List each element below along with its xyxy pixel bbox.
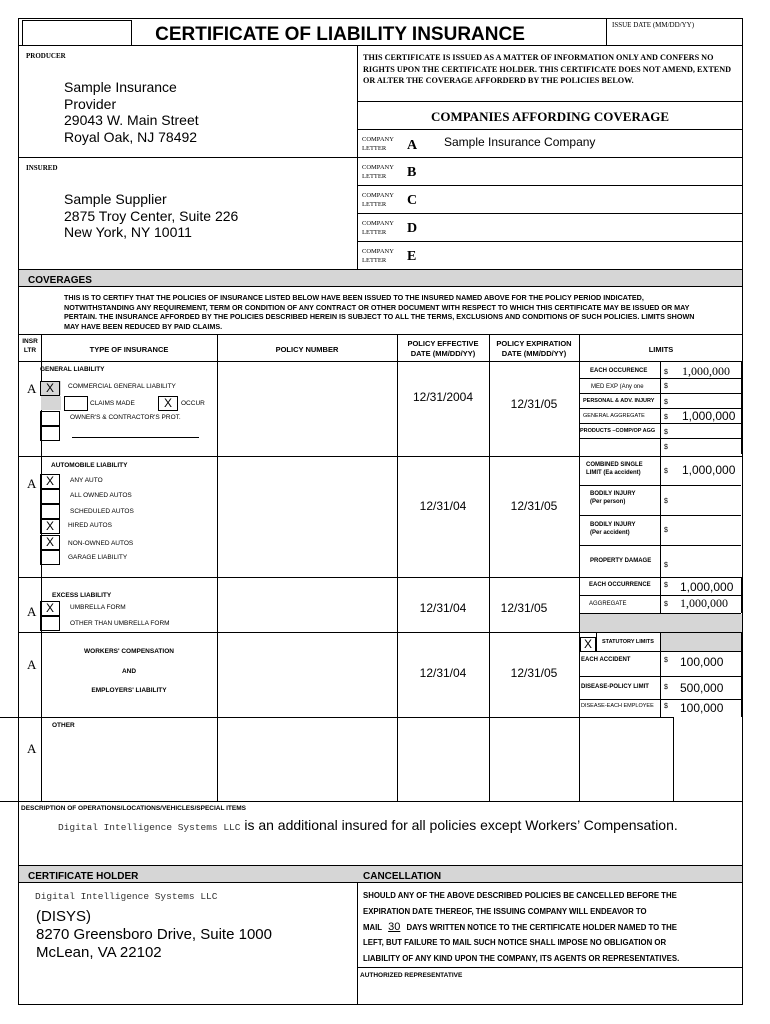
auto-limit-label	[590, 521, 635, 537]
dollar-sign: $	[664, 498, 668, 505]
dollar-sign: $	[664, 703, 668, 710]
auto-limit-label	[590, 490, 635, 506]
auto-limit-label	[586, 461, 643, 477]
cancellation-text	[363, 888, 679, 967]
all-owned-autos-checkbox[interactable]	[40, 489, 60, 504]
insr-ltr-header	[19, 337, 41, 355]
owners-contractors-checkbox[interactable]	[40, 411, 60, 426]
limit-label: DISEASE-POLICY LIMIT	[581, 684, 649, 690]
dollar-sign: $	[664, 383, 668, 390]
limit-label: GENERAL AGGREGATE	[583, 413, 645, 419]
company-label: LETTER	[362, 201, 387, 208]
insured-line: New York, NY 10011	[64, 224, 192, 240]
general-blank-checkbox[interactable]	[40, 426, 60, 441]
company-label: LETTER	[362, 145, 387, 152]
producer-line: 29043 W. Main Street	[64, 112, 199, 128]
auto-ltr: A	[27, 476, 37, 491]
garage-liability-checkbox[interactable]	[40, 550, 60, 565]
limit-label: EACH ACCIDENT	[581, 657, 631, 663]
company-label: LETTER	[362, 173, 387, 180]
coverages-heading: COVERAGES	[28, 275, 92, 285]
workers-line-3: EMPLOYERS' LIABILITY	[91, 687, 167, 694]
certificate-title: CERTIFICATE OF LIABILITY INSURANCE	[155, 24, 525, 45]
other-ltr: A	[27, 741, 37, 756]
auto-item-label: GARAGE LIABILITY	[68, 554, 128, 561]
excess-ltr: A	[27, 604, 37, 619]
limit-label-line: LIMIT (Ea accident)	[586, 470, 641, 476]
cancellation-mail: MAIL	[363, 922, 385, 932]
scheduled-autos-checkbox[interactable]	[40, 504, 60, 519]
producer-line: Royal Oak, NJ 78492	[64, 128, 198, 145]
auto-item-label: HIRED AUTOS	[68, 522, 112, 529]
limit-label-line: (Per accident)	[590, 530, 630, 536]
cancellation-line: LEFT, BUT FAILURE TO MAIL SUCH NOTICE SHALL IMPOSE NO OBLIGATION OR	[363, 938, 667, 948]
workers-expiration-date: 12/31/05	[510, 666, 558, 680]
expiration-header-line: DATE (MM/DD/YY)	[501, 349, 567, 358]
excess-expiration-date: 12/31/05	[500, 601, 548, 615]
type-header: TYPE OF INSURANCE	[89, 345, 169, 354]
insured-address	[64, 191, 238, 241]
non-owned-autos-checkbox[interactable]: X	[40, 535, 60, 550]
commercial-general-checkbox[interactable]: X	[40, 381, 60, 396]
company-letter: A	[407, 138, 418, 153]
statutory-limits-checkbox[interactable]: X	[580, 637, 596, 652]
excess-effective-date: 12/31/04	[419, 601, 467, 615]
workers-line-1: WORKERS' COMPENSATION	[84, 648, 174, 655]
limit-value: 100,000	[680, 701, 724, 715]
dollar-sign: $	[664, 601, 668, 608]
company-label: COMPANY	[362, 136, 394, 143]
insured-line: Sample Supplier	[64, 191, 167, 207]
company-letter: E	[407, 249, 417, 264]
producer-line: Sample Insurance	[64, 79, 177, 95]
certificate-holder-heading: CERTIFICATE HOLDER	[28, 871, 139, 881]
expiration-header-line: POLICY EXPIRATION	[496, 339, 572, 348]
limits-header: LIMITS	[648, 345, 674, 354]
dollar-sign: $	[664, 582, 668, 589]
effective-header	[397, 339, 489, 359]
general-ltr: A	[27, 381, 37, 396]
limit-value: 1,000,000	[680, 596, 728, 610]
company-label: COMPANY	[362, 248, 394, 255]
holder-line: 8270 Greensboro Drive, Suite 1000	[36, 926, 272, 943]
auto-limit-label: PROPERTY DAMAGE	[590, 558, 652, 564]
cancellation-line: EXPIRATION DATE THEREOF, THE ISSUING COMPANY WILL ENDEAVOR TO	[363, 906, 647, 916]
company-label: LETTER	[362, 257, 387, 264]
limit-label: AGGREGATE	[589, 601, 627, 607]
company-label: COMPANY	[362, 164, 394, 171]
holder-name: Digital Intelligence Systems LLC	[35, 891, 218, 902]
general-effective-date: 12/31/2004	[412, 390, 474, 404]
workers-gray-fill	[661, 633, 741, 651]
owners-contractors-label: OWNER'S & CONTRACTOR'S PROT.	[70, 414, 181, 421]
limit-label: EACH OCCURENCE	[590, 368, 648, 374]
umbrella-form-label: UMBRELLA FORM	[70, 604, 126, 611]
limit-value: 1,000,000	[682, 463, 736, 477]
cancellation-notice: DAYS WRITTEN NOTICE TO THE CERTIFICATE HOLDER NAMED TO THE	[404, 922, 677, 932]
limit-value: 1,000,000	[682, 364, 730, 378]
occur-label: OCCUR	[181, 400, 205, 407]
any-auto-checkbox[interactable]: X	[40, 474, 60, 489]
coverages-band	[19, 270, 742, 286]
certify-text: THIS IS TO CERTIFY THAT THE POLICIES OF INSURANCE LISTED BELOW HAVE BEEN ISSUED TO THE INSURED NAMED ABOVE FOR THE POLICY PERIOD INDICATED, NOTWITHSTANDING ANY REQUIREMENT, TERM OR CONDITION OF ANY CONTRACT OR OTHER DOCUMENT WITH RESPECT TO WHICH THIS CERTIFICATE MAY BE ISSUED OR MAY PERTAIN. THE INSURANCE AFFORDED BY THE POLICIES DESCRIBED HEREIN IS SUBJECT TO ALL THE TERMS, EXCLUSIONS AND CONDITIONS OF SUCH POLICIES. LIMITS SHOWN MAY HAVE BEEN REDUCED BY PAID CLAIMS.	[64, 293, 695, 331]
limit-label: MED EXP (Any one	[591, 384, 644, 390]
insured-label: INSURED	[26, 164, 58, 172]
limit-label-line: BODILY INJURY	[590, 522, 636, 528]
limit-value: 500,000	[680, 681, 724, 695]
limit-value: 1,000,000	[682, 409, 736, 423]
companies-heading: COMPANIES AFFORDING COVERAGE	[430, 109, 670, 124]
cancellation-line	[363, 920, 679, 936]
company-name: Sample Insurance Company	[444, 135, 596, 149]
workers-effective-date: 12/31/04	[419, 666, 467, 680]
other-than-umbrella-label: OTHER THAN UMBRELLA FORM	[70, 620, 170, 627]
dollar-sign: $	[664, 684, 668, 691]
limit-label-line: (Per person)	[590, 499, 626, 505]
holder-line: McLean, VA 22102	[36, 944, 162, 961]
statutory-limits-label: STATUTORY LIMITS	[602, 639, 654, 645]
description-statement: is an additional insured for all policies except Workers’ Compensation.	[240, 817, 678, 833]
hired-autos-checkbox[interactable]: X	[40, 519, 60, 534]
limit-value: 100,000	[680, 655, 724, 669]
auto-item-label: ANY AUTO	[70, 477, 103, 484]
company-letter: C	[407, 193, 418, 208]
information-notice: THIS CERTIFICATE IS ISSUED AS A MATTER OF INFORMATION ONLY AND CONFERS NO RIGHTS UPON THE CERTIFICATE HOLDER. THIS CERTIFICATE DOES NOT AMEND, EXTEND OR ALTER THE COVERAGE AFFORDERD BY THE POLICIES BELOW.	[363, 53, 732, 85]
description-company: Digital Intelligence Systems LLC	[58, 822, 241, 833]
dollar-sign: $	[664, 444, 668, 451]
other-than-umbrella-checkbox[interactable]	[40, 616, 60, 631]
cancellation-line: LIABILITY OF ANY KIND UPON THE COMPANY, ITS AGENTS OR REPRESENTATIVES.	[363, 954, 680, 964]
ltr-header-text: LTR	[23, 347, 37, 354]
general-expiration-date: 12/31/05	[510, 397, 558, 411]
occur-checkbox[interactable]: X	[158, 396, 178, 411]
workers-line-2: AND	[121, 668, 137, 675]
commercial-general-label: COMMERCIAL GENERAL LIABILITY	[68, 383, 176, 390]
dollar-sign: $	[664, 414, 668, 421]
auto-item-label: ALL OWNED AUTOS	[70, 492, 132, 499]
limit-label: PRODUCTS –COMP/OP AGG	[580, 428, 656, 434]
dollar-sign: $	[664, 369, 668, 376]
automobile-liability-title: AUTOMOBILE LIABILITY	[51, 462, 128, 469]
insured-line: 2875 Troy Center, Suite 226	[64, 207, 239, 224]
general-liability-title: GENERAL LIABILITY	[40, 366, 105, 373]
excess-gray-fill	[580, 614, 742, 632]
auto-item-label: NON-OWNED AUTOS	[68, 540, 134, 547]
limit-label: PERSONAL & ADV. INJURY	[583, 398, 655, 404]
producer-address	[64, 79, 199, 145]
company-label: LETTER	[362, 229, 387, 236]
effective-header-line: POLICY EFFECTIVE	[407, 339, 479, 348]
effective-header-line: DATE (MM/DD/YY)	[410, 349, 476, 358]
cancellation-heading: CANCELLATION	[363, 871, 442, 881]
dollar-sign: $	[664, 429, 668, 436]
producer-line: Provider	[64, 95, 117, 112]
company-letter: B	[407, 165, 417, 180]
dollar-sign: $	[664, 399, 668, 406]
other-title: OTHER	[52, 722, 75, 729]
description-text	[58, 817, 678, 833]
producer-label: PRODUCER	[26, 52, 66, 60]
corner-box	[22, 20, 132, 46]
issue-date-label: ISSUE DATE (MM/DD/YY)	[612, 21, 695, 29]
auto-item-label: SCHEDULED AUTOS	[70, 508, 134, 515]
holder-line: (DISYS)	[36, 908, 92, 925]
claims-made-outer-box[interactable]	[64, 396, 88, 411]
authorized-representative-label: AUTHORIZED REPRESENTATIVE	[360, 972, 463, 979]
holder-address	[36, 908, 272, 962]
company-label: COMPANY	[362, 192, 394, 199]
dollar-sign: $	[664, 657, 668, 664]
limit-label: DISEASE-EACH EMPLOYEE	[581, 703, 654, 709]
insr-header-text: INSR	[22, 338, 38, 345]
workers-ltr: A	[27, 657, 37, 672]
cancellation-days: 30	[388, 920, 401, 933]
dollar-sign: $	[664, 527, 668, 534]
limit-label-line: COMBINED SINGLE	[586, 462, 643, 468]
excess-liability-title: EXCESS LIABILITY	[52, 592, 112, 599]
description-label: DESCRIPTION OF OPERATIONS/LOCATIONS/VEHICLES/SPECIAL ITEMS	[21, 805, 246, 812]
dollar-sign: $	[664, 562, 668, 569]
policy-number-header: POLICY NUMBER	[275, 345, 339, 354]
limit-value: 1,000,000	[680, 580, 734, 594]
claims-made-label: CLAIMS MADE	[90, 400, 135, 407]
cancellation-line: SHOULD ANY OF THE ABOVE DESCRIBED POLICIES BE CANCELLED BEFORE THE	[363, 891, 677, 900]
company-letter: D	[407, 221, 418, 236]
dollar-sign: $	[664, 468, 668, 475]
umbrella-form-checkbox[interactable]: X	[40, 601, 60, 616]
limit-label: EACH OCCURRENCE	[589, 582, 651, 588]
auto-effective-date: 12/31/04	[419, 499, 467, 513]
limit-label-line: BODILY INJURY	[590, 491, 636, 497]
company-label: COMPANY	[362, 220, 394, 227]
auto-expiration-date: 12/31/05	[510, 499, 558, 513]
expiration-header	[489, 339, 579, 359]
